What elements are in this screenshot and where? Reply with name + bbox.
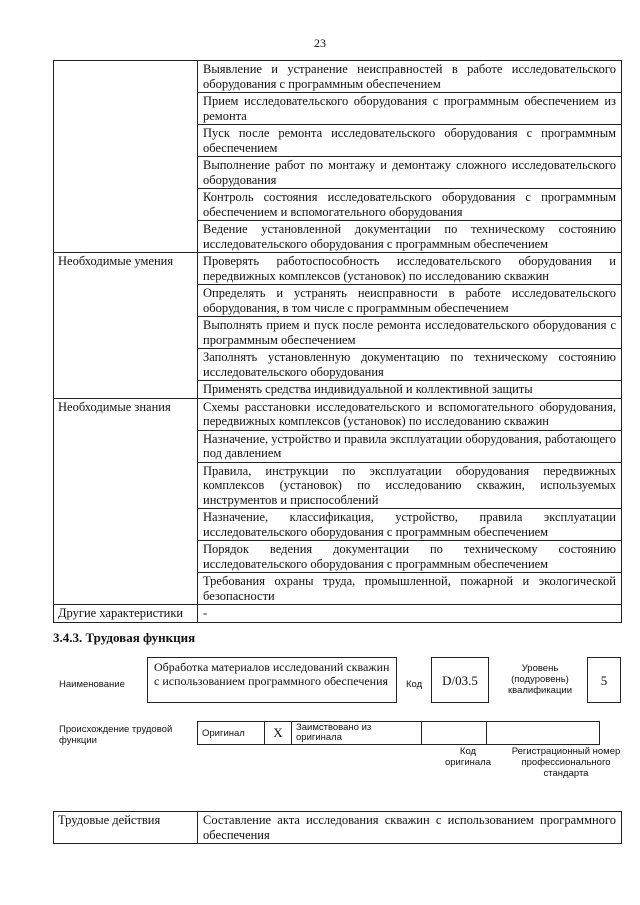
function-name: Обработка материалов исследований скважин с использованием программного обеспечения [147,657,397,703]
other-label: Другие характеристики [54,605,198,623]
table-cell: Правила, инструкции по эксплуатации оборудования передвижных комплексов (установок) по исследованию скважин, используемых инструментов и приспособлений [198,462,622,509]
table-cell: Составление акта исследования скважин с использованием программного обеспечения [198,812,622,844]
table-cell: Ведение установленной документации по техническому состоянию исследовательского оборудования с программным обеспечением [198,221,622,253]
table-row [54,812,622,844]
table-cell: Выполнять прием и пуск после ремонта исследовательского оборудования с программным обеспечением [198,317,622,349]
table-row [54,605,622,623]
actions-label: Трудовые действия [54,812,198,844]
reg-number-cell [487,722,600,745]
table-cell: Выполнение работ по монтажу и демонтажу сложного исследовательского оборудования [198,157,622,189]
table-cell: Схемы расстановки исследовательского и вспомогательного оборудования, передвижных комплексов (установок) по исследованию скважин [198,398,622,430]
table-cell: Назначение, устройство и правила эксплуатации оборудования, работающего под давлением [198,430,622,462]
table-row [54,253,622,285]
requirements-table [53,60,622,623]
code-value: D/03.5 [431,657,489,703]
empty-label-cell [54,61,198,253]
actions-table [53,811,622,844]
table-row [54,61,622,93]
table-cell: Заполнять установленную документацию по техническому состоянию исследовательского оборудования [198,349,622,381]
code-original-cell [422,722,487,745]
original-label: Оригинал [198,722,265,745]
table-cell: Определять и устранять неисправности в работе исследовательского оборудования, в том числе с программным обеспечением [198,285,622,317]
original-mark: X [265,722,292,745]
page-number: 23 [314,36,326,50]
table-row [54,398,622,430]
table-cell: Порядок ведения документации по техническому состоянию исследовательского оборудования с программным обеспечением [198,541,622,573]
table-cell: Требования охраны труда, промышленной, пожарной и экологической безопасности [198,573,622,605]
code-label: Код [406,679,423,690]
table-cell: Применять средства индивидуальной и коллективной защиты [198,381,622,399]
origin-table [197,721,600,745]
knowledge-label: Необходимые знания [54,398,198,605]
table-cell: Выявление и устранение неисправностей в работе исследовательского оборудования с программным обеспечением [198,61,622,93]
reg-number-label: Регистрационный номер профессионального стандарта [511,746,621,779]
level-value: 5 [587,657,621,703]
skills-label: Необходимые умения [54,253,198,399]
table-cell: Пуск после ремонта исследовательского оборудования с программным обеспечением [198,125,622,157]
table-cell: Прием исследовательского оборудования с программным обеспечением из ремонта [198,93,622,125]
section-title: 3.4.3. Трудовая функция [53,630,196,645]
table-cell: Контроль состояния исследовательского оборудования с программным обеспечением и вспомогательного оборудования [198,189,622,221]
code-original-label: Код оригинала [444,746,491,768]
borrowed-label: Заимствовано из оригинала [292,722,422,745]
table-cell: Назначение, классификация, устройство, правила эксплуатации исследовательского оборудования с программным обеспечением [198,509,622,541]
name-label: Наименование [59,679,125,690]
level-label: Уровень (подуровень) квалификации [507,663,573,696]
table-cell: Проверять работоспособность исследовательского оборудования и передвижных комплексов (установок) по исследованию скважин [198,253,622,285]
other-value: - [198,605,622,623]
origin-label: Происхождение трудовой функции [59,724,173,746]
